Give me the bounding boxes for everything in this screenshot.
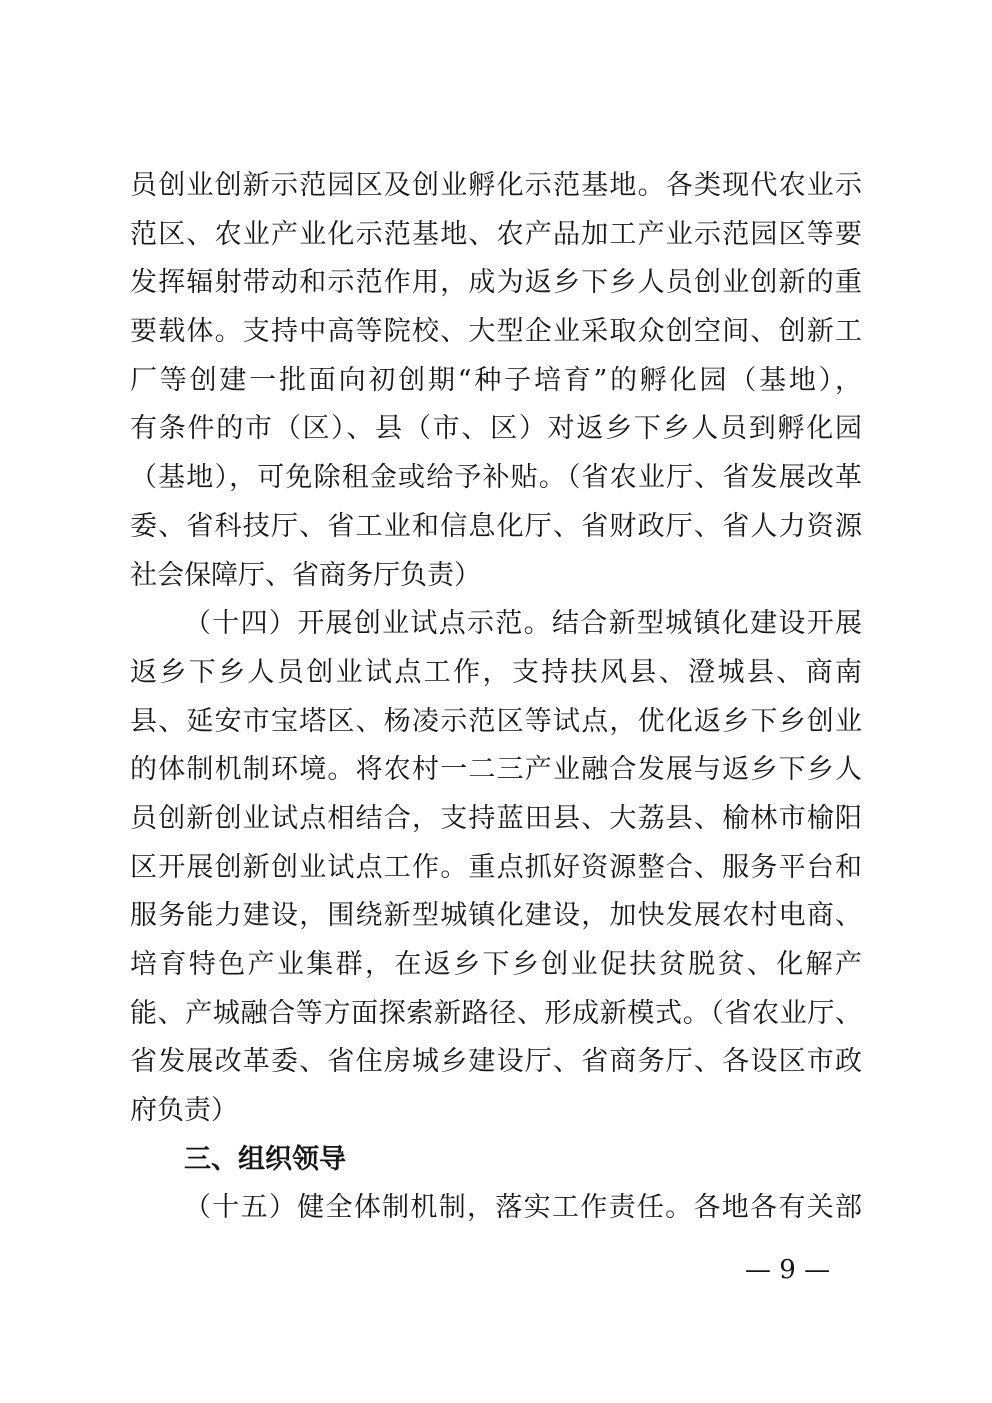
body-text — [130, 162, 862, 1233]
text-line: 社会保障厅、省商务厅负责） — [130, 559, 481, 591]
text-line: 区开展创新创业试点工作。重点抓好资源整合、服务平台和 — [130, 851, 862, 883]
text-line: 要载体。支持中高等院校、大型企业采取众创空间、创新工 — [130, 316, 862, 348]
text-line: 县、延安市宝塔区、杨凌示范区等试点，优化返乡下乡创业 — [130, 705, 862, 737]
text-line: 员创业创新示范园区及创业孵化示范基地。各类现代农业示 — [130, 170, 862, 201]
text-line: 能、产城融合等方面探索新路径、形成新模式。（省农业厅、 — [130, 997, 862, 1029]
text-line: 发挥辐射带动和示范作用，成为返乡下乡人员创业创新的重 — [130, 267, 862, 299]
text-line: 厂等创建一批面向初创期“种子培育”的孵化园（基地）， — [130, 364, 862, 396]
text-line: 委、省科技厅、省工业和信息化厅、省财政厅、省人力资源 — [130, 510, 862, 542]
page-number: — 9 — — [745, 1255, 831, 1285]
text-line: 的体制机制环境。将农村一二三产业融合发展与返乡下乡人 — [130, 754, 862, 786]
text-line: 范区、农业产业化示范基地、农产品加工产业示范园区等要 — [130, 218, 862, 250]
text-line: 省发展改革委、省住房城乡建设厅、省商务厅、各设区市政 — [130, 1046, 862, 1078]
text-line: 返乡下乡人员创业试点工作，支持扶风县、澄城县、商南 — [130, 656, 862, 688]
text-line: （基地），可免除租金或给予补贴。（省农业厅、省发展改革 — [130, 462, 862, 494]
text-line: 员创新创业试点相结合，支持蓝田县、大荔县、榆林市榆阳 — [130, 802, 862, 834]
section-heading-line: （十五）健全体制机制，落实工作责任。各地各有关部 — [184, 1192, 862, 1224]
section-heading-line: （十四）开展创业试点示范。结合新型城镇化建设开展 — [184, 608, 862, 640]
chapter-heading: 三、组织领导 — [184, 1143, 346, 1175]
text-line: 服务能力建设，围绕新型城镇化建设，加快发展农村电商、 — [130, 900, 862, 932]
text-line: 府负责） — [130, 1095, 238, 1127]
text-line: 有条件的市（区）、县（市、区）对返乡下乡人员到孵化园 — [130, 413, 862, 445]
text-line: 培育特色产业集群，在返乡下乡创业促扶贫脱贫、化解产 — [130, 949, 862, 980]
